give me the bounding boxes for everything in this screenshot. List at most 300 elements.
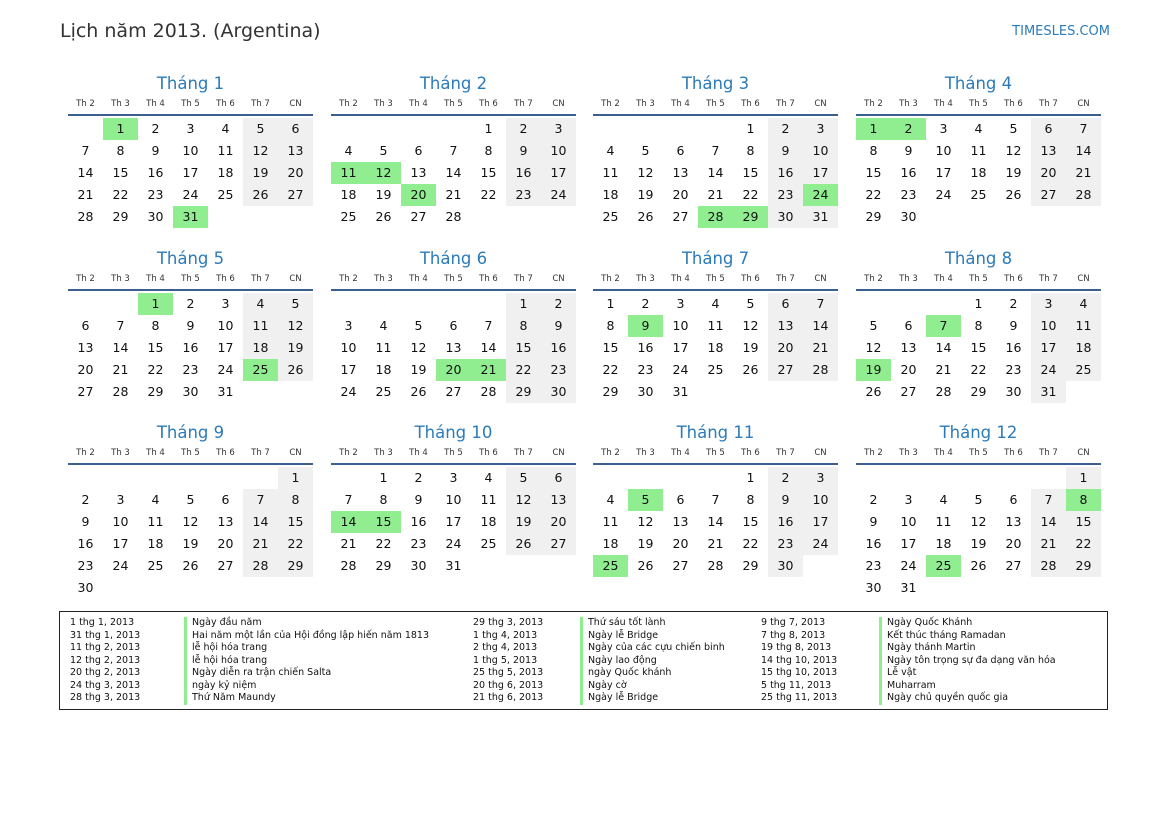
day-cell[interactable]: 14 xyxy=(243,511,278,533)
day-cell[interactable]: 10 xyxy=(182,143,199,158)
day-cell[interactable]: 11 xyxy=(970,143,987,158)
day-cell[interactable]: 1 xyxy=(379,470,388,485)
day-cell[interactable]: 7 xyxy=(344,492,353,507)
day-cell[interactable]: 30 xyxy=(768,555,803,577)
day-cell[interactable]: 18 xyxy=(970,165,987,180)
day-cell[interactable]: 7 xyxy=(803,293,838,315)
day-cell[interactable]: 21 xyxy=(445,187,462,202)
day-cell[interactable]: 3 xyxy=(803,118,838,140)
day-cell[interactable]: 23 xyxy=(410,536,427,551)
day-cell[interactable]: 13 xyxy=(672,165,689,180)
day-cell[interactable]: 2 xyxy=(768,467,803,489)
day-cell[interactable]: 15 xyxy=(742,165,759,180)
day-cell[interactable]: 13 xyxy=(900,340,917,355)
day-cell[interactable]: 17 xyxy=(672,340,689,355)
day-cell[interactable]: 26 xyxy=(742,362,759,377)
day-cell[interactable]: 13 xyxy=(278,140,313,162)
day-cell[interactable]: 11 xyxy=(602,165,619,180)
holiday-day-cell[interactable]: 20 xyxy=(436,359,471,381)
day-cell[interactable]: 22 xyxy=(865,187,882,202)
day-cell[interactable]: 10 xyxy=(1031,315,1066,337)
day-cell[interactable]: 28 xyxy=(445,209,462,224)
day-cell[interactable]: 4 xyxy=(379,318,388,333)
day-cell[interactable]: 19 xyxy=(637,536,654,551)
day-cell[interactable]: 5 xyxy=(641,143,650,158)
day-cell[interactable]: 19 xyxy=(278,337,313,359)
day-cell[interactable]: 10 xyxy=(803,140,838,162)
day-cell[interactable]: 5 xyxy=(746,296,755,311)
day-cell[interactable]: 26 xyxy=(375,209,392,224)
day-cell[interactable]: 18 xyxy=(602,536,619,551)
day-cell[interactable]: 18 xyxy=(243,337,278,359)
day-cell[interactable]: 24 xyxy=(541,184,576,206)
day-cell[interactable]: 3 xyxy=(116,492,125,507)
day-cell[interactable]: 11 xyxy=(707,318,724,333)
day-cell[interactable]: 10 xyxy=(112,514,129,529)
day-cell[interactable]: 12 xyxy=(742,318,759,333)
day-cell[interactable]: 26 xyxy=(278,359,313,381)
day-cell[interactable]: 5 xyxy=(186,492,195,507)
day-cell[interactable]: 13 xyxy=(672,514,689,529)
day-cell[interactable]: 17 xyxy=(445,514,462,529)
day-cell[interactable]: 17 xyxy=(340,362,357,377)
day-cell[interactable]: 21 xyxy=(707,536,724,551)
day-cell[interactable]: 22 xyxy=(278,533,313,555)
day-cell[interactable]: 27 xyxy=(768,359,803,381)
day-cell[interactable]: 10 xyxy=(803,489,838,511)
day-cell[interactable]: 3 xyxy=(221,296,230,311)
holiday-day-cell[interactable]: 14 xyxy=(331,511,366,533)
day-cell[interactable]: 26 xyxy=(637,558,654,573)
day-cell[interactable]: 16 xyxy=(541,337,576,359)
day-cell[interactable]: 22 xyxy=(742,187,759,202)
day-cell[interactable]: 28 xyxy=(112,384,129,399)
day-cell[interactable]: 17 xyxy=(541,162,576,184)
day-cell[interactable]: 11 xyxy=(375,340,392,355)
day-cell[interactable]: 12 xyxy=(243,140,278,162)
holiday-day-cell[interactable]: 1 xyxy=(856,118,891,140)
holiday-day-cell[interactable]: 2 xyxy=(891,118,926,140)
day-cell[interactable]: 20 xyxy=(541,511,576,533)
day-cell[interactable]: 19 xyxy=(243,162,278,184)
day-cell[interactable]: 22 xyxy=(375,536,392,551)
day-cell[interactable]: 30 xyxy=(768,206,803,228)
day-cell[interactable]: 6 xyxy=(904,318,913,333)
day-cell[interactable]: 23 xyxy=(541,359,576,381)
holiday-day-cell[interactable]: 11 xyxy=(331,162,366,184)
day-cell[interactable]: 14 xyxy=(445,165,462,180)
day-cell[interactable]: 9 xyxy=(768,489,803,511)
holiday-day-cell[interactable]: 5 xyxy=(628,489,663,511)
day-cell[interactable]: 4 xyxy=(939,492,948,507)
day-cell[interactable]: 13 xyxy=(445,340,462,355)
day-cell[interactable]: 20 xyxy=(672,536,689,551)
day-cell[interactable]: 4 xyxy=(243,293,278,315)
day-cell[interactable]: 17 xyxy=(182,165,199,180)
day-cell[interactable]: 7 xyxy=(81,143,90,158)
day-cell[interactable]: 18 xyxy=(602,187,619,202)
day-cell[interactable]: 23 xyxy=(768,533,803,555)
day-cell[interactable]: 7 xyxy=(449,143,458,158)
day-cell[interactable]: 25 xyxy=(217,187,234,202)
day-cell[interactable]: 5 xyxy=(278,293,313,315)
day-cell[interactable]: 12 xyxy=(637,165,654,180)
day-cell[interactable]: 13 xyxy=(1005,514,1022,529)
day-cell[interactable]: 5 xyxy=(243,118,278,140)
day-cell[interactable]: 20 xyxy=(1031,162,1066,184)
day-cell[interactable]: 16 xyxy=(637,340,654,355)
day-cell[interactable]: 4 xyxy=(484,470,493,485)
day-cell[interactable]: 3 xyxy=(676,296,685,311)
day-cell[interactable]: 14 xyxy=(707,514,724,529)
day-cell[interactable]: 9 xyxy=(186,318,195,333)
day-cell[interactable]: 4 xyxy=(1066,293,1101,315)
day-cell[interactable]: 20 xyxy=(900,362,917,377)
day-cell[interactable]: 8 xyxy=(151,318,160,333)
day-cell[interactable]: 14 xyxy=(1031,511,1066,533)
day-cell[interactable]: 19 xyxy=(182,536,199,551)
day-cell[interactable]: 23 xyxy=(77,558,94,573)
day-cell[interactable]: 31 xyxy=(672,384,689,399)
day-cell[interactable]: 20 xyxy=(1005,536,1022,551)
holiday-day-cell[interactable]: 1 xyxy=(138,293,173,315)
day-cell[interactable]: 16 xyxy=(182,340,199,355)
day-cell[interactable]: 5 xyxy=(869,318,878,333)
day-cell[interactable]: 11 xyxy=(217,143,234,158)
day-cell[interactable]: 12 xyxy=(865,340,882,355)
day-cell[interactable]: 10 xyxy=(340,340,357,355)
day-cell[interactable]: 10 xyxy=(217,318,234,333)
day-cell[interactable]: 19 xyxy=(1005,165,1022,180)
day-cell[interactable]: 23 xyxy=(768,184,803,206)
day-cell[interactable]: 23 xyxy=(1005,362,1022,377)
day-cell[interactable]: 9 xyxy=(81,514,90,529)
day-cell[interactable]: 14 xyxy=(707,165,724,180)
day-cell[interactable]: 9 xyxy=(151,143,160,158)
day-cell[interactable]: 22 xyxy=(970,362,987,377)
day-cell[interactable]: 23 xyxy=(900,187,917,202)
site-link[interactable]: TIMESLES.COM xyxy=(1012,24,1110,39)
day-cell[interactable]: 6 xyxy=(676,143,685,158)
day-cell[interactable]: 23 xyxy=(147,187,164,202)
day-cell[interactable]: 9 xyxy=(541,315,576,337)
day-cell[interactable]: 26 xyxy=(182,558,199,573)
day-cell[interactable]: 8 xyxy=(116,143,125,158)
day-cell[interactable]: 31 xyxy=(803,206,838,228)
day-cell[interactable]: 6 xyxy=(768,293,803,315)
day-cell[interactable]: 11 xyxy=(602,514,619,529)
day-cell[interactable]: 11 xyxy=(147,514,164,529)
day-cell[interactable]: 19 xyxy=(970,536,987,551)
day-cell[interactable]: 25 xyxy=(602,209,619,224)
day-cell[interactable]: 18 xyxy=(707,340,724,355)
day-cell[interactable]: 2 xyxy=(1009,296,1018,311)
day-cell[interactable]: 27 xyxy=(217,558,234,573)
day-cell[interactable]: 5 xyxy=(506,467,541,489)
day-cell[interactable]: 9 xyxy=(414,492,423,507)
day-cell[interactable]: 27 xyxy=(1005,558,1022,573)
day-cell[interactable]: 17 xyxy=(1031,337,1066,359)
day-cell[interactable]: 1 xyxy=(1066,467,1101,489)
holiday-day-cell[interactable]: 1 xyxy=(103,118,138,140)
holiday-day-cell[interactable]: 25 xyxy=(243,359,278,381)
day-cell[interactable]: 20 xyxy=(278,162,313,184)
day-cell[interactable]: 28 xyxy=(935,384,952,399)
holiday-day-cell[interactable]: 20 xyxy=(401,184,436,206)
holiday-day-cell[interactable]: 9 xyxy=(628,315,663,337)
day-cell[interactable]: 15 xyxy=(742,514,759,529)
day-cell[interactable]: 15 xyxy=(506,337,541,359)
day-cell[interactable]: 5 xyxy=(974,492,983,507)
day-cell[interactable]: 29 xyxy=(147,384,164,399)
day-cell[interactable]: 6 xyxy=(278,118,313,140)
day-cell[interactable]: 19 xyxy=(375,187,392,202)
day-cell[interactable]: 2 xyxy=(414,470,423,485)
day-cell[interactable]: 24 xyxy=(935,187,952,202)
day-cell[interactable]: 4 xyxy=(151,492,160,507)
day-cell[interactable]: 8 xyxy=(278,489,313,511)
day-cell[interactable]: 7 xyxy=(116,318,125,333)
day-cell[interactable]: 16 xyxy=(77,536,94,551)
day-cell[interactable]: 2 xyxy=(641,296,650,311)
day-cell[interactable]: 8 xyxy=(869,143,878,158)
day-cell[interactable]: 15 xyxy=(865,165,882,180)
day-cell[interactable]: 13 xyxy=(541,489,576,511)
holiday-day-cell[interactable]: 29 xyxy=(733,206,768,228)
day-cell[interactable]: 14 xyxy=(1066,140,1101,162)
holiday-day-cell[interactable]: 24 xyxy=(803,184,838,206)
day-cell[interactable]: 21 xyxy=(112,362,129,377)
day-cell[interactable]: 17 xyxy=(217,340,234,355)
day-cell[interactable]: 18 xyxy=(375,362,392,377)
day-cell[interactable]: 16 xyxy=(1005,340,1022,355)
day-cell[interactable]: 2 xyxy=(506,118,541,140)
day-cell[interactable]: 31 xyxy=(900,580,917,595)
day-cell[interactable]: 5 xyxy=(414,318,423,333)
day-cell[interactable]: 26 xyxy=(1005,187,1022,202)
day-cell[interactable]: 8 xyxy=(506,315,541,337)
day-cell[interactable]: 16 xyxy=(506,162,541,184)
day-cell[interactable]: 30 xyxy=(900,209,917,224)
holiday-day-cell[interactable]: 12 xyxy=(366,162,401,184)
day-cell[interactable]: 5 xyxy=(1009,121,1018,136)
day-cell[interactable]: 4 xyxy=(606,492,615,507)
day-cell[interactable]: 20 xyxy=(217,536,234,551)
day-cell[interactable]: 18 xyxy=(1066,337,1101,359)
day-cell[interactable]: 1 xyxy=(278,467,313,489)
holiday-day-cell[interactable]: 25 xyxy=(593,555,628,577)
day-cell[interactable]: 22 xyxy=(742,536,759,551)
day-cell[interactable]: 23 xyxy=(182,362,199,377)
day-cell[interactable]: 18 xyxy=(217,165,234,180)
day-cell[interactable]: 12 xyxy=(1005,143,1022,158)
day-cell[interactable]: 2 xyxy=(186,296,195,311)
day-cell[interactable]: 15 xyxy=(278,511,313,533)
holiday-day-cell[interactable]: 15 xyxy=(366,511,401,533)
day-cell[interactable]: 10 xyxy=(672,318,689,333)
day-cell[interactable]: 27 xyxy=(541,533,576,555)
day-cell[interactable]: 6 xyxy=(541,467,576,489)
day-cell[interactable]: 9 xyxy=(768,140,803,162)
day-cell[interactable]: 18 xyxy=(935,536,952,551)
day-cell[interactable]: 7 xyxy=(711,143,720,158)
day-cell[interactable]: 24 xyxy=(340,384,357,399)
day-cell[interactable]: 16 xyxy=(768,511,803,533)
day-cell[interactable]: 27 xyxy=(900,384,917,399)
day-cell[interactable]: 1 xyxy=(974,296,983,311)
day-cell[interactable]: 7 xyxy=(1031,489,1066,511)
day-cell[interactable]: 6 xyxy=(414,143,423,158)
day-cell[interactable]: 22 xyxy=(147,362,164,377)
day-cell[interactable]: 27 xyxy=(278,184,313,206)
day-cell[interactable]: 12 xyxy=(278,315,313,337)
day-cell[interactable]: 29 xyxy=(506,381,541,403)
day-cell[interactable]: 28 xyxy=(340,558,357,573)
day-cell[interactable]: 15 xyxy=(112,165,129,180)
day-cell[interactable]: 31 xyxy=(1031,381,1066,403)
day-cell[interactable]: 29 xyxy=(375,558,392,573)
day-cell[interactable]: 7 xyxy=(711,492,720,507)
day-cell[interactable]: 30 xyxy=(182,384,199,399)
day-cell[interactable]: 18 xyxy=(480,514,497,529)
day-cell[interactable]: 27 xyxy=(1031,184,1066,206)
day-cell[interactable]: 14 xyxy=(112,340,129,355)
day-cell[interactable]: 11 xyxy=(1066,315,1101,337)
day-cell[interactable]: 8 xyxy=(484,143,493,158)
day-cell[interactable]: 21 xyxy=(1031,533,1066,555)
day-cell[interactable]: 15 xyxy=(480,165,497,180)
day-cell[interactable]: 21 xyxy=(243,533,278,555)
day-cell[interactable]: 29 xyxy=(602,384,619,399)
day-cell[interactable]: 6 xyxy=(676,492,685,507)
day-cell[interactable]: 15 xyxy=(1066,511,1101,533)
day-cell[interactable]: 15 xyxy=(147,340,164,355)
day-cell[interactable]: 25 xyxy=(147,558,164,573)
day-cell[interactable]: 22 xyxy=(506,359,541,381)
day-cell[interactable]: 7 xyxy=(484,318,493,333)
day-cell[interactable]: 3 xyxy=(541,118,576,140)
holiday-day-cell[interactable]: 31 xyxy=(173,206,208,228)
holiday-day-cell[interactable]: 28 xyxy=(698,206,733,228)
day-cell[interactable]: 30 xyxy=(637,384,654,399)
day-cell[interactable]: 25 xyxy=(480,536,497,551)
day-cell[interactable]: 8 xyxy=(606,318,615,333)
day-cell[interactable]: 1 xyxy=(484,121,493,136)
day-cell[interactable]: 26 xyxy=(637,209,654,224)
day-cell[interactable]: 29 xyxy=(865,209,882,224)
day-cell[interactable]: 21 xyxy=(935,362,952,377)
day-cell[interactable]: 24 xyxy=(900,558,917,573)
day-cell[interactable]: 20 xyxy=(77,362,94,377)
day-cell[interactable]: 13 xyxy=(410,165,427,180)
day-cell[interactable]: 24 xyxy=(672,362,689,377)
day-cell[interactable]: 3 xyxy=(186,121,195,136)
day-cell[interactable]: 25 xyxy=(707,362,724,377)
day-cell[interactable]: 21 xyxy=(340,536,357,551)
day-cell[interactable]: 24 xyxy=(217,362,234,377)
day-cell[interactable]: 29 xyxy=(278,555,313,577)
day-cell[interactable]: 30 xyxy=(77,580,94,595)
day-cell[interactable]: 21 xyxy=(77,187,94,202)
day-cell[interactable]: 29 xyxy=(742,558,759,573)
day-cell[interactable]: 30 xyxy=(147,209,164,224)
day-cell[interactable]: 10 xyxy=(445,492,462,507)
day-cell[interactable]: 18 xyxy=(147,536,164,551)
holiday-day-cell[interactable]: 8 xyxy=(1066,489,1101,511)
day-cell[interactable]: 15 xyxy=(970,340,987,355)
day-cell[interactable]: 24 xyxy=(445,536,462,551)
day-cell[interactable]: 6 xyxy=(449,318,458,333)
day-cell[interactable]: 2 xyxy=(541,293,576,315)
day-cell[interactable]: 21 xyxy=(1066,162,1101,184)
day-cell[interactable]: 7 xyxy=(1066,118,1101,140)
day-cell[interactable]: 2 xyxy=(81,492,90,507)
day-cell[interactable]: 17 xyxy=(900,536,917,551)
day-cell[interactable]: 9 xyxy=(506,140,541,162)
day-cell[interactable]: 6 xyxy=(81,318,90,333)
day-cell[interactable]: 26 xyxy=(865,384,882,399)
day-cell[interactable]: 3 xyxy=(803,467,838,489)
day-cell[interactable]: 6 xyxy=(1031,118,1066,140)
day-cell[interactable]: 25 xyxy=(1066,359,1101,381)
day-cell[interactable]: 13 xyxy=(1031,140,1066,162)
day-cell[interactable]: 25 xyxy=(375,384,392,399)
day-cell[interactable]: 8 xyxy=(746,492,755,507)
day-cell[interactable]: 9 xyxy=(904,143,913,158)
day-cell[interactable]: 3 xyxy=(939,121,948,136)
day-cell[interactable]: 12 xyxy=(637,514,654,529)
day-cell[interactable]: 12 xyxy=(410,340,427,355)
day-cell[interactable]: 30 xyxy=(541,381,576,403)
day-cell[interactable]: 14 xyxy=(803,315,838,337)
day-cell[interactable]: 14 xyxy=(935,340,952,355)
day-cell[interactable]: 10 xyxy=(935,143,952,158)
day-cell[interactable]: 11 xyxy=(243,315,278,337)
day-cell[interactable]: 17 xyxy=(803,511,838,533)
day-cell[interactable]: 28 xyxy=(1031,555,1066,577)
day-cell[interactable]: 16 xyxy=(147,165,164,180)
day-cell[interactable]: 14 xyxy=(77,165,94,180)
day-cell[interactable]: 29 xyxy=(112,209,129,224)
day-cell[interactable]: 22 xyxy=(480,187,497,202)
day-cell[interactable]: 12 xyxy=(182,514,199,529)
day-cell[interactable]: 3 xyxy=(904,492,913,507)
day-cell[interactable]: 24 xyxy=(112,558,129,573)
day-cell[interactable]: 16 xyxy=(768,162,803,184)
day-cell[interactable]: 28 xyxy=(243,555,278,577)
day-cell[interactable]: 23 xyxy=(637,362,654,377)
day-cell[interactable]: 28 xyxy=(480,384,497,399)
day-cell[interactable]: 20 xyxy=(768,337,803,359)
day-cell[interactable]: 4 xyxy=(711,296,720,311)
day-cell[interactable]: 27 xyxy=(672,209,689,224)
day-cell[interactable]: 27 xyxy=(77,384,94,399)
day-cell[interactable]: 16 xyxy=(410,514,427,529)
day-cell[interactable]: 21 xyxy=(707,187,724,202)
day-cell[interactable]: 1 xyxy=(746,470,755,485)
day-cell[interactable]: 13 xyxy=(768,315,803,337)
day-cell[interactable]: 8 xyxy=(379,492,388,507)
holiday-day-cell[interactable]: 25 xyxy=(926,555,961,577)
day-cell[interactable]: 22 xyxy=(1066,533,1101,555)
day-cell[interactable]: 30 xyxy=(865,580,882,595)
day-cell[interactable]: 11 xyxy=(480,492,497,507)
day-cell[interactable]: 29 xyxy=(970,384,987,399)
day-cell[interactable]: 30 xyxy=(410,558,427,573)
day-cell[interactable]: 21 xyxy=(803,337,838,359)
day-cell[interactable]: 15 xyxy=(602,340,619,355)
day-cell[interactable]: 8 xyxy=(974,318,983,333)
